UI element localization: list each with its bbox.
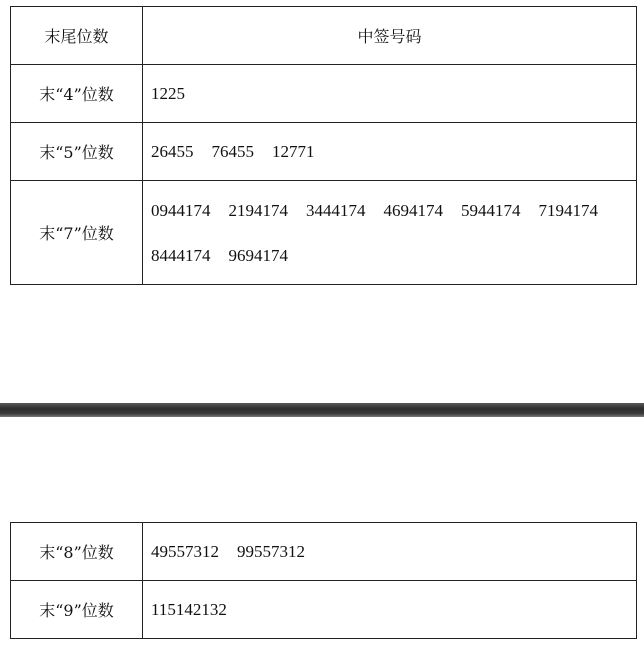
winning-number: 0944174: [151, 200, 211, 220]
winning-number: 3444174: [306, 200, 366, 220]
winning-number: 26455: [151, 141, 194, 161]
winning-number: 7194174: [538, 200, 598, 220]
row-label: 末“7”位数: [11, 181, 143, 285]
winning-number: 8444174: [151, 245, 211, 265]
table-row: [11, 181, 637, 285]
table-header-row: [11, 7, 637, 65]
table-row: [11, 65, 637, 123]
winning-number: 9694174: [228, 245, 288, 265]
table-row: [11, 123, 637, 181]
winning-number: 5944174: [461, 200, 521, 220]
winning-numbers-table-top: [10, 6, 637, 285]
header-winning-numbers: 中签号码: [143, 7, 637, 65]
winning-number: 4694174: [383, 200, 443, 220]
winning-number: 12771: [272, 141, 315, 161]
winning-numbers-table-bottom: [10, 522, 637, 639]
row-numbers: [143, 123, 637, 181]
row-numbers: [143, 523, 637, 581]
winning-number: 76455: [211, 141, 254, 161]
row-label: 末“9”位数: [11, 581, 143, 639]
row-label: 末“8”位数: [11, 523, 143, 581]
row-label: 末“4”位数: [11, 65, 143, 123]
table-row: [11, 523, 637, 581]
winning-number: 1225: [151, 83, 185, 103]
page-break-divider: [0, 403, 644, 417]
table-row: [11, 581, 637, 639]
winning-number: 99557312: [237, 541, 305, 561]
row-numbers: [143, 181, 637, 285]
winning-number: 2194174: [228, 200, 288, 220]
header-digits: 末尾位数: [11, 7, 143, 65]
row-numbers: [143, 581, 637, 639]
row-numbers: [143, 65, 637, 123]
winning-number: 115142132: [151, 599, 227, 619]
winning-number: 49557312: [151, 541, 219, 561]
row-label: 末“5”位数: [11, 123, 143, 181]
